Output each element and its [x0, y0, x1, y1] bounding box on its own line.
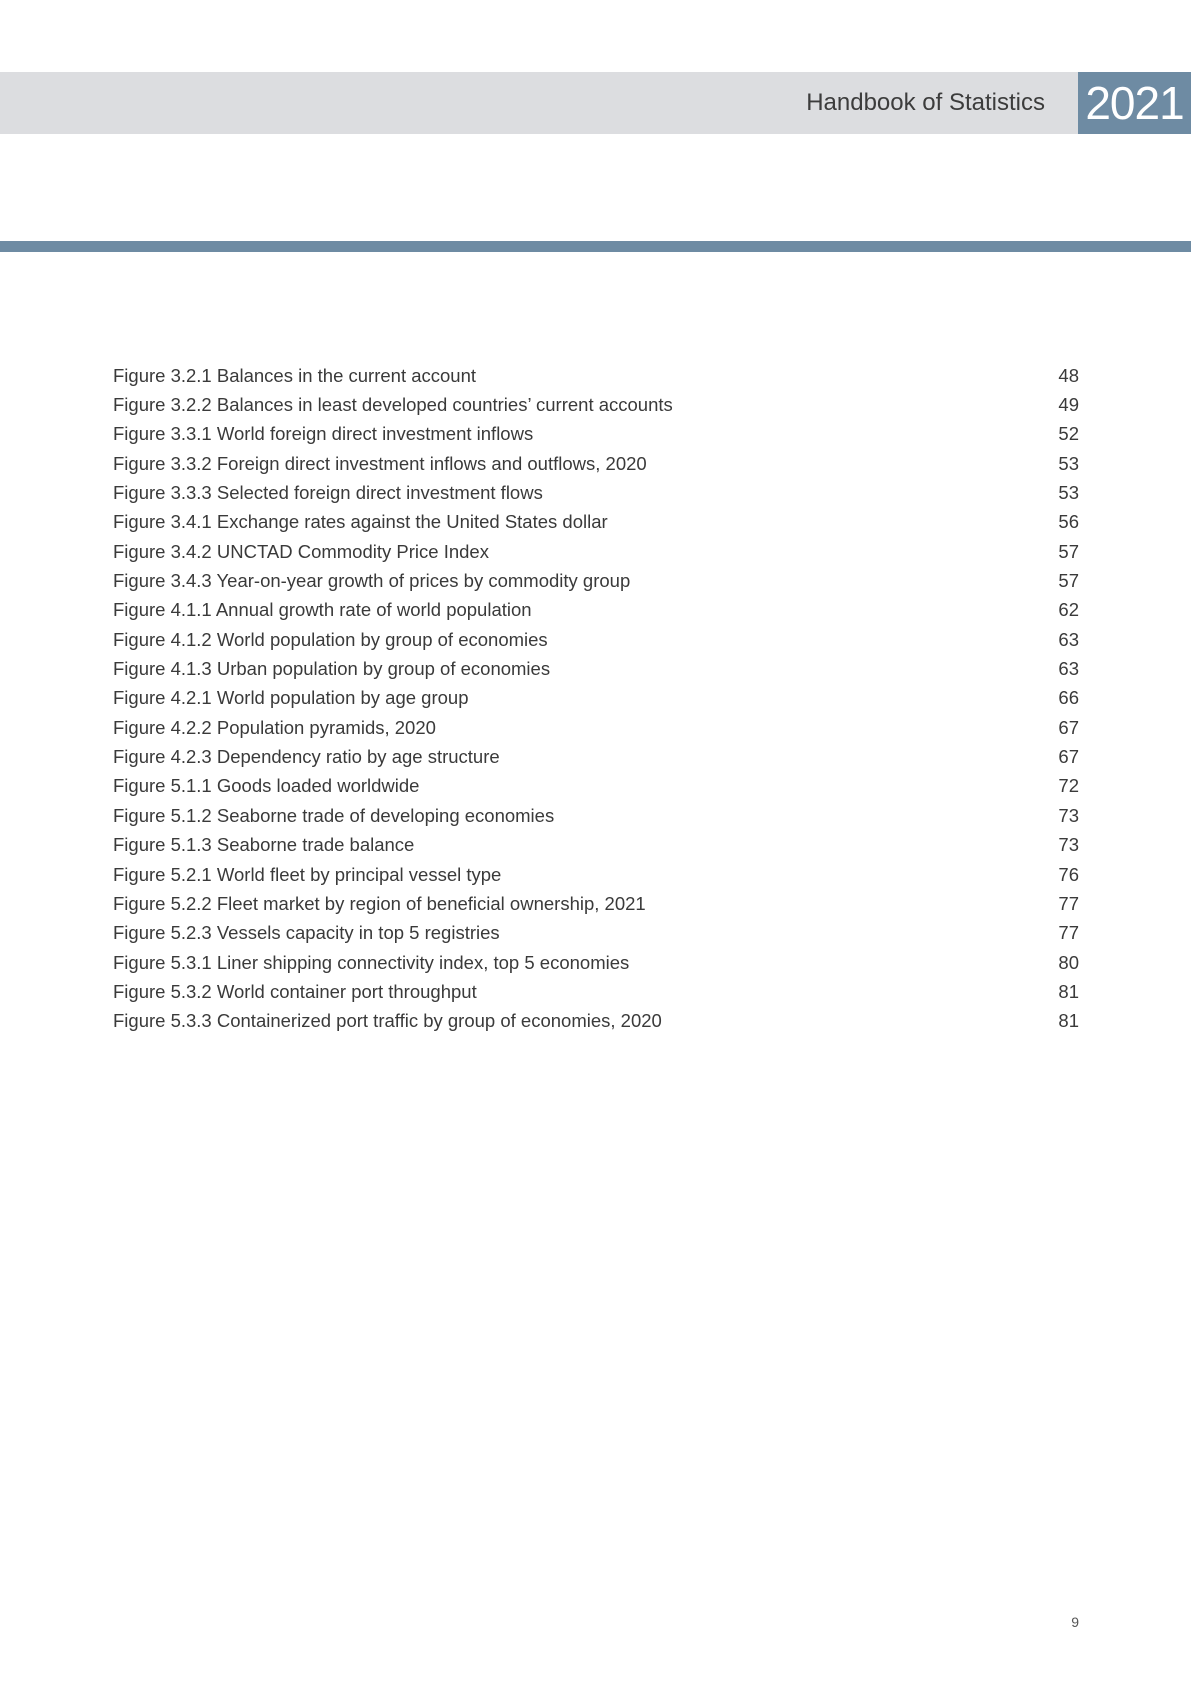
toc-entry-page: 63	[1058, 628, 1079, 650]
toc-entry[interactable]	[113, 1007, 1079, 1036]
toc-entry-label: Figure 4.1.2 World population by group of economies	[113, 628, 548, 650]
toc-entry[interactable]	[113, 684, 1079, 713]
toc-entry-page: 52	[1058, 423, 1079, 445]
toc-entry-page: 73	[1058, 804, 1079, 826]
toc-entry-label: Figure 4.2.2 Population pyramids, 2020	[113, 716, 436, 738]
toc-entry[interactable]	[113, 977, 1079, 1006]
toc-entry-page: 63	[1058, 658, 1079, 680]
toc-entry-page: 80	[1058, 951, 1079, 973]
toc-entry-label: Figure 5.2.3 Vessels capacity in top 5 registries	[113, 922, 500, 944]
toc-entry-label: Figure 3.4.3 Year-on-year growth of prices by commodity group	[113, 570, 631, 592]
toc-entry[interactable]	[113, 508, 1079, 537]
toc-entry-label: Figure 4.2.3 Dependency ratio by age structure	[113, 746, 500, 768]
toc-entry-page: 66	[1058, 687, 1079, 709]
toc-entry-page: 72	[1058, 775, 1079, 797]
toc-entry-page: 53	[1058, 452, 1079, 474]
toc-entry-page: 62	[1058, 599, 1079, 621]
toc-entry[interactable]	[113, 772, 1079, 801]
toc-entry-label: Figure 3.3.3 Selected foreign direct investment flows	[113, 482, 543, 504]
toc-entry-label: Figure 3.2.2 Balances in least developed countries’ current accounts	[113, 394, 673, 416]
toc-entry-label: Figure 3.4.2 UNCTAD Commodity Price Index	[113, 540, 489, 562]
toc-entry-label: Figure 5.1.3 Seaborne trade balance	[113, 834, 415, 856]
toc-entry-label: Figure 3.3.2 Foreign direct investment inflows and outflows, 2020	[113, 452, 647, 474]
toc-entry-page: 77	[1058, 922, 1079, 944]
toc-entry-label: Figure 5.2.1 World fleet by principal vessel type	[113, 863, 502, 885]
toc-entry-page: 67	[1058, 716, 1079, 738]
page-number: 9	[1071, 1614, 1079, 1630]
toc-entry-page: 73	[1058, 834, 1079, 856]
toc-entry-page: 81	[1058, 980, 1079, 1002]
toc-entry-label: Figure 5.2.2 Fleet market by region of beneficial ownership, 2021	[113, 892, 646, 914]
toc-entry[interactable]	[113, 390, 1079, 419]
toc-entry-page: 57	[1058, 570, 1079, 592]
toc-entry-page: 53	[1058, 482, 1079, 504]
toc-entry-page: 77	[1058, 892, 1079, 914]
publication-title: Handbook of Statistics	[806, 89, 1045, 116]
toc-entry[interactable]	[113, 948, 1079, 977]
toc-entry[interactable]	[113, 566, 1079, 595]
list-of-figures	[113, 361, 1079, 1036]
toc-entry-label: Figure 3.3.1 World foreign direct investment inflows	[113, 423, 534, 445]
header-band	[0, 72, 1191, 134]
toc-entry-label: Figure 5.3.2 World container port throughput	[113, 980, 477, 1002]
toc-entry[interactable]	[113, 889, 1079, 918]
toc-entry-page: 67	[1058, 746, 1079, 768]
toc-entry-page: 56	[1058, 511, 1079, 533]
toc-entry[interactable]	[113, 801, 1079, 830]
toc-entry-page: 76	[1058, 863, 1079, 885]
toc-entry[interactable]	[113, 625, 1079, 654]
toc-entry[interactable]	[113, 831, 1079, 860]
toc-entry[interactable]	[113, 742, 1079, 771]
toc-entry-page: 49	[1058, 394, 1079, 416]
toc-entry[interactable]	[113, 420, 1079, 449]
toc-entry-label: Figure 5.3.3 Containerized port traffic by group of economies, 2020	[113, 1010, 662, 1032]
toc-entry[interactable]	[113, 478, 1079, 507]
toc-entry-label: Figure 3.4.1 Exchange rates against the United States dollar	[113, 511, 608, 533]
toc-entry[interactable]	[113, 596, 1079, 625]
toc-entry[interactable]	[113, 537, 1079, 566]
toc-entry-page: 48	[1058, 364, 1079, 386]
toc-entry[interactable]	[113, 361, 1079, 390]
toc-entry-label: Figure 4.2.1 World population by age group	[113, 687, 469, 709]
toc-entry-page: 81	[1058, 1010, 1079, 1032]
toc-entry-label: Figure 3.2.1 Balances in the current account	[113, 364, 477, 386]
toc-entry-label: Figure 5.1.1 Goods loaded worldwide	[113, 775, 420, 797]
toc-entry[interactable]	[113, 713, 1079, 742]
edition-year-badge: 2021	[1078, 72, 1191, 134]
toc-entry[interactable]	[113, 449, 1079, 478]
toc-entry[interactable]	[113, 654, 1079, 683]
toc-entry[interactable]	[113, 919, 1079, 948]
section-divider-bar	[0, 241, 1191, 252]
toc-entry-label: Figure 4.1.1 Annual growth rate of world population	[113, 599, 532, 621]
toc-entry[interactable]	[113, 860, 1079, 889]
toc-entry-page: 57	[1058, 540, 1079, 562]
toc-entry-label: Figure 5.3.1 Liner shipping connectivity index, top 5 economies	[113, 951, 630, 973]
toc-entry-label: Figure 5.1.2 Seaborne trade of developing economies	[113, 804, 555, 826]
toc-entry-label: Figure 4.1.3 Urban population by group of economies	[113, 658, 551, 680]
